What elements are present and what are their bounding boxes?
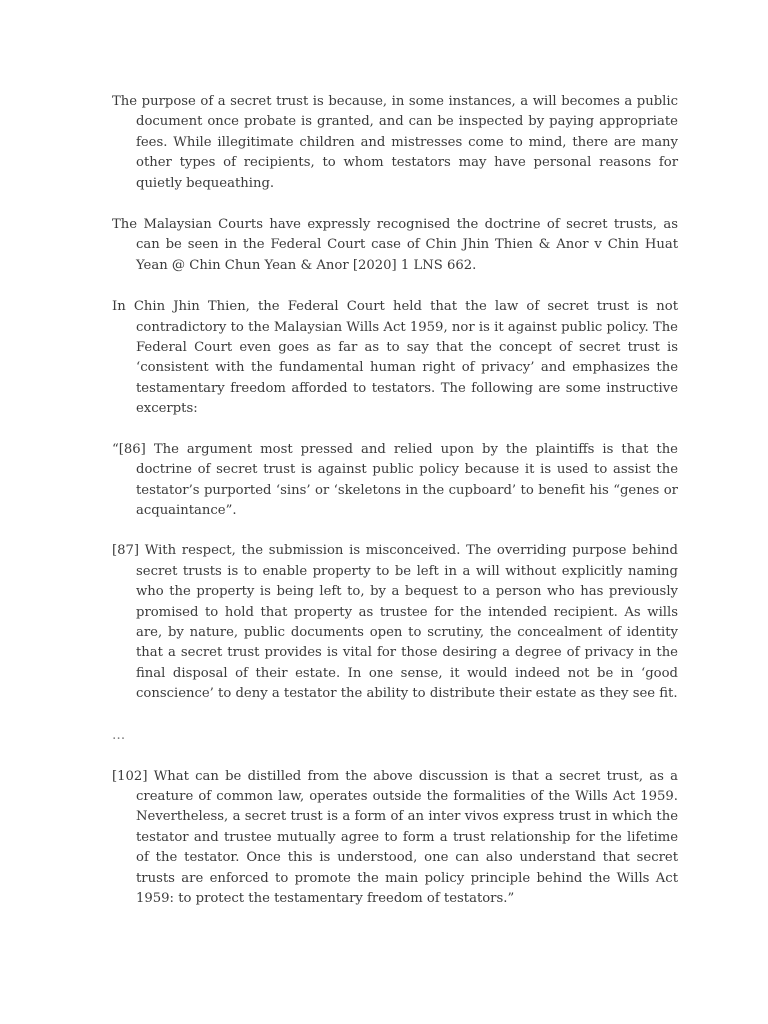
paragraph-spacer <box>112 194 678 215</box>
paragraph-spacer <box>112 746 678 767</box>
quote-paragraph-102: [102] What can be distilled from the above discussion is that a secret trust, as a creature of common law, operates outside the formalities of the Wills Act 1959. Nevertheless, a secret trust is a form of an inter vivos express trust in which the testator and trustee mutually agree to form a trust relationship for the lifetime of the testator. Once this is understood, one can also understand that secret trusts are enforced to promote the main policy principle behind the Wills Act 1959: to protect the testamentary freedom of testators.” <box>112 768 678 906</box>
paragraph-spacer <box>112 276 678 297</box>
paragraph-spacer <box>112 705 678 726</box>
paragraph-spacer <box>112 420 678 440</box>
document-body <box>112 92 678 909</box>
quote-paragraph-86: “[86] The argument most pressed and relied upon by the plaintiffs is that the doctrine of secret trust is against public policy because it is used to assist the testator’s purported ‘sins’ or ‘skeletons in the cupboard’ to benefit his “genes or acquaintance”. <box>112 441 678 518</box>
quote-paragraph-87: [87] With respect, the submission is misconceived. The overriding purpose behind secret trusts is to enable property to be left in a will without explicitly naming who the property is being left to, by a bequest to a person who has previously promised to hold that property as trustee for the intended recipient. As wills are, by nature, public documents open to scrutiny, the concealment of identity that a secret trust provides is vital for those desiring a degree of privacy in the final disposal of their estate. In one sense, it would indeed not be in ‘good conscience’ to deny a testator the ability to distribute their estate as they see fit. <box>112 543 678 702</box>
paragraph-chin-jhin-thien: In Chin Jhin Thien, the Federal Court held that the law of secret trust is not contradictory to the Malaysian Wills Act 1959, nor is it against public policy. The Federal Court even goes as far as to say that the concept of secret trust is ‘consistent with the fundamental human right of privacy’ and emphasizes the testamentary freedom afforded to testators. The following are some instructive excerpts: <box>112 299 678 417</box>
paragraph-malaysian-courts: The Malaysian Courts have expressly recognised the doctrine of secret trusts, as can be seen in the Federal Court case of Chin Jhin Thien & Anor v Chin Huat Yean @ Chin Chun Yean & Anor [2020] 1 LNS 662. <box>112 217 678 273</box>
paragraph-purpose: The purpose of a secret trust is because, in some instances, a will becomes a public document once probate is granted, and can be inspected by paying appropriate fees. While illegitimate children and mistresses come to mind, there are many other types of recipients, to whom testators may have personal reasons for quietly bequeathing. <box>112 94 678 191</box>
paragraph-spacer <box>112 521 678 541</box>
omission-ellipsis: … <box>112 727 126 743</box>
